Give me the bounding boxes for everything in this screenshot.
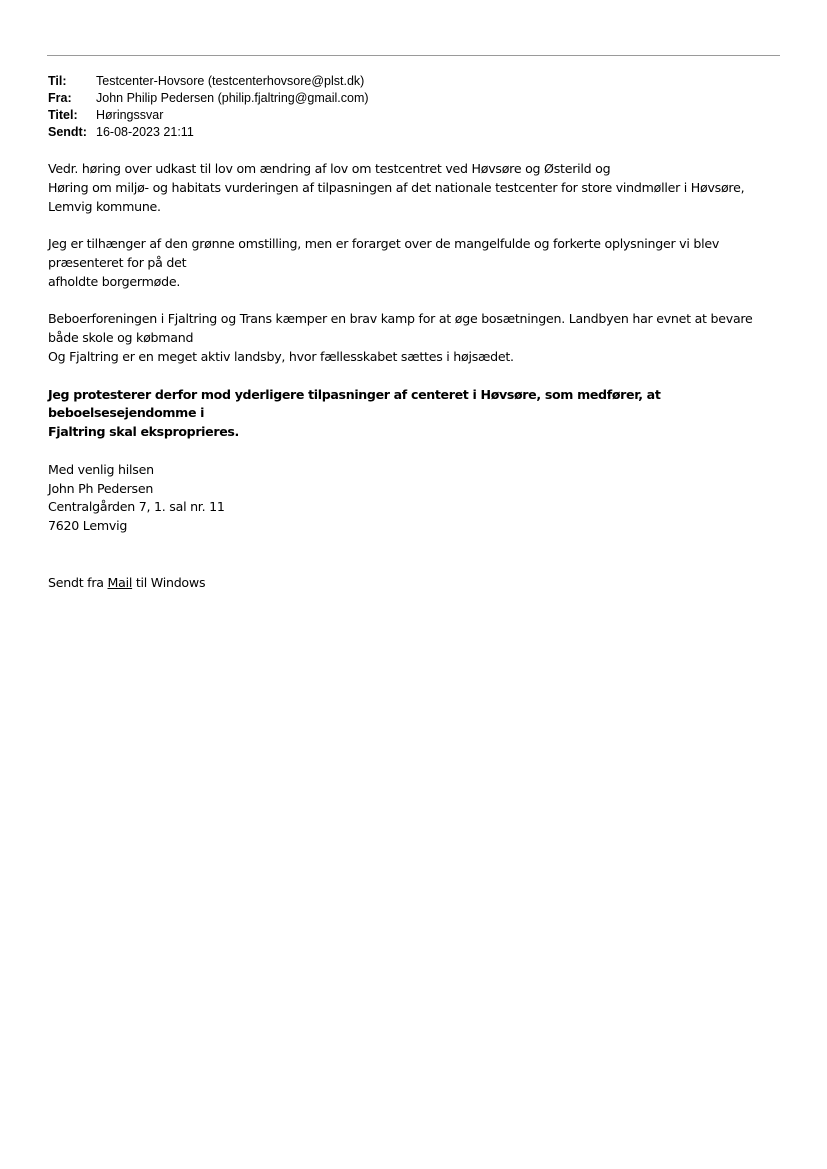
email-header (48, 73, 369, 141)
to-label: Til: (48, 74, 67, 88)
body-line: præsenteret for på det (48, 254, 187, 270)
body-line: afholdte borgermøde. (48, 273, 181, 289)
title-label: Titel: (48, 108, 78, 122)
sent-label: Sendt: (48, 125, 87, 139)
mail-link[interactable]: Mail (107, 574, 133, 590)
signature-line: Med venlig hilsen (48, 461, 154, 477)
sent-value: 16-08-2023 21:11 (96, 125, 194, 139)
body-line: Jeg er tilhænger af den grønne omstilling, men er forarget over de mangelfulde og forkerte oplysninger vi blev (48, 236, 720, 252)
body-line: Beboerforeningen i Fjaltring og Trans kæmper en brav kamp for at øge bosætningen. Landbyen har evnet at bevare (48, 311, 753, 327)
body-line: både skole og købmand (48, 330, 194, 346)
footer-suffix: til Windows (132, 574, 206, 590)
body-line: Jeg protesterer derfor mod yderligere tilpasninger af centeret i Høvsøre, som medfører, at beboelsesejendomme i (48, 386, 661, 421)
paragraph-opinion (48, 235, 783, 291)
body-line: Vedr. høring over udkast til lov om ændring af lov om testcentret ved Høvsøre og Østerild og (48, 161, 611, 176)
body-line: Og Fjaltring er en meget aktiv landsby, hvor fællesskabet sættes i højsædet. (48, 348, 514, 364)
body-line: Lemvig kommune. (48, 198, 161, 214)
to-row (48, 73, 369, 90)
email-body (48, 160, 783, 611)
title-row (48, 107, 369, 124)
body-line: Fjaltring skal eksproprieres. (48, 424, 239, 440)
signature (48, 461, 783, 536)
paragraph-protest (48, 386, 783, 442)
signature-line: John Ph Pedersen (48, 480, 154, 496)
signature-line: Centralgården 7, 1. sal nr. 11 (48, 499, 225, 515)
sent-from-footer (48, 574, 783, 593)
title-value: Høringssvar (96, 108, 164, 122)
paragraph-community (48, 310, 783, 366)
footer-prefix: Sendt fra (48, 574, 108, 590)
paragraph-subject (48, 160, 783, 216)
from-label: Fra: (48, 91, 72, 105)
body-line: Høring om miljø- og habitats vurderingen af tilpasningen af det nationale testcenter for store vindmøller i Høvsøre, (48, 179, 745, 195)
header-divider (47, 55, 780, 56)
from-value: John Philip Pedersen (philip.fjaltring@gmail.com) (96, 91, 369, 105)
signature-line: 7620 Lemvig (48, 518, 128, 534)
sent-row (48, 124, 369, 141)
from-row (48, 90, 369, 107)
to-value: Testcenter-Hovsore (testcenterhovsore@plst.dk) (96, 74, 365, 88)
